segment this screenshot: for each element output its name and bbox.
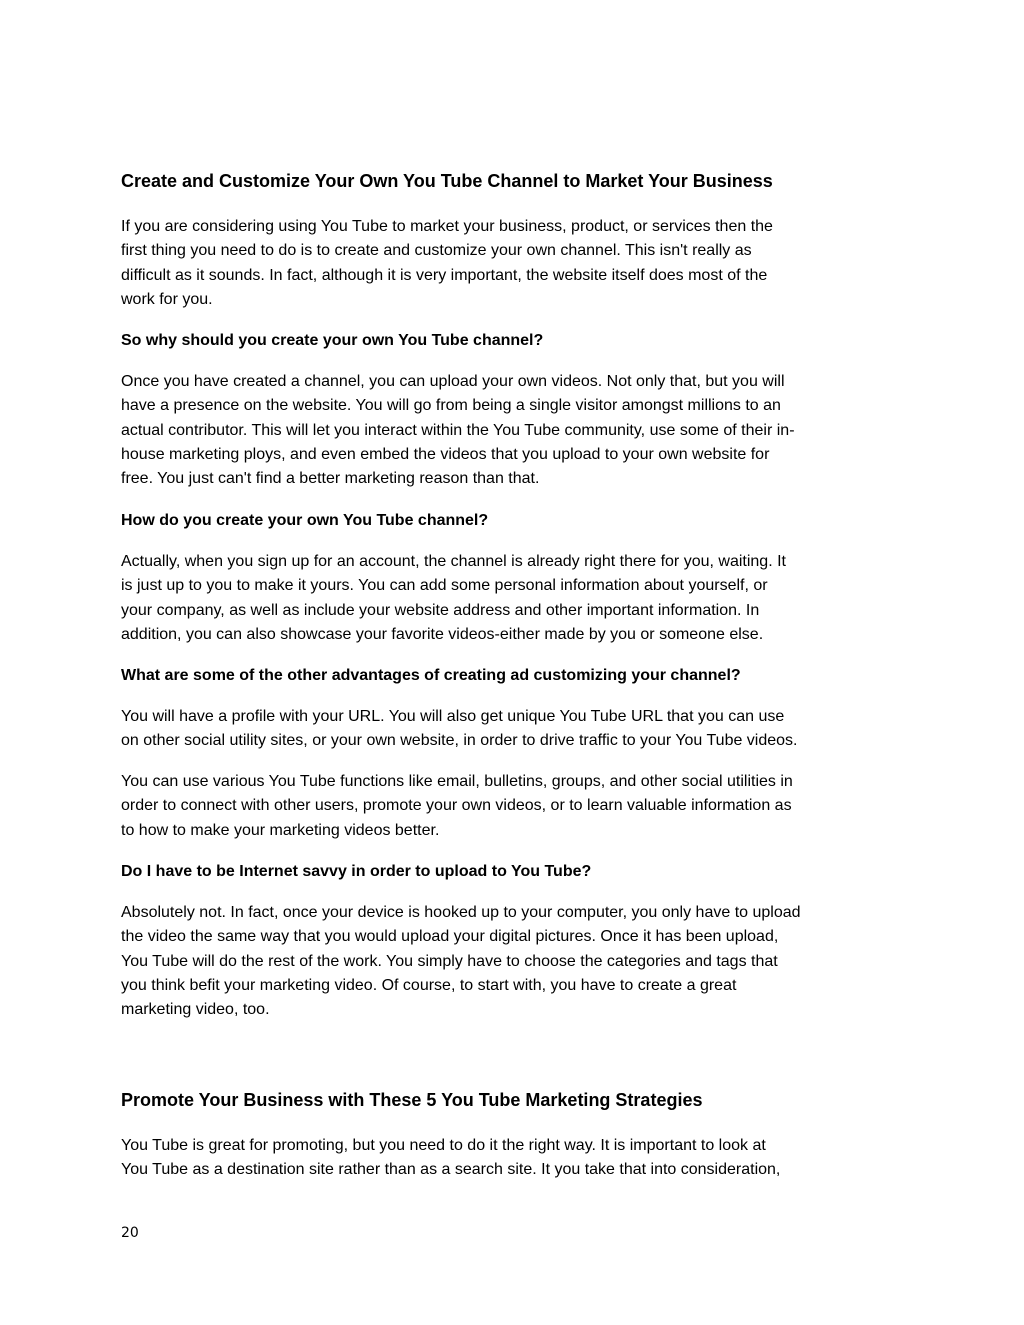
text-line: You will have a profile with your URL. You will also get unique You Tube URL that you can use	[121, 708, 785, 725]
paragraph-intro	[121, 215, 921, 312]
question-heading-internet-savvy: Do I have to be Internet savvy in order to upload to You Tube?	[121, 863, 592, 880]
text-line: If you are considering using You Tube to market your business, product, or services then the	[121, 218, 773, 235]
text-line: is just up to you to make it yours. You can add some personal information about yourself, or	[121, 577, 768, 595]
paragraph-answer-advantages-functions	[121, 770, 921, 843]
question-heading-why-create: So why should you create your own You Tube channel?	[121, 332, 544, 349]
text-line: You can use various You Tube functions like email, bulletins, groups, and other social utilities in	[121, 773, 793, 790]
paragraph-answer-why-create	[121, 370, 921, 491]
text-line: addition, you can also showcase your favorite videos-either made by you or someone else.	[121, 625, 764, 643]
text-line: order to connect with other users, promote your own videos, or to learn valuable information as	[121, 797, 792, 815]
text-line: free. You just can't find a better marketing reason than that.	[121, 470, 540, 488]
page-number: 20	[121, 1225, 139, 1241]
text-line: have a presence on the website. You will go from being a single visitor amongst millions to an	[121, 397, 781, 415]
text-line: on other social utility sites, or your own website, in order to drive traffic to your You Tube videos.	[121, 732, 798, 750]
text-line: house marketing ploys, and even embed the videos that you upload to your own website for	[121, 445, 770, 463]
section-heading-promote-business: Promote Your Business with These 5 You Tube Marketing Strategies	[121, 1090, 703, 1110]
text-line: your company, as well as include your website address and other important information. In	[121, 601, 760, 619]
text-line: first thing you need to do is to create and customize your own channel. This isn't really as	[121, 242, 752, 260]
section-heading-create-channel: Create and Customize Your Own You Tube Channel to Market Your Business	[121, 171, 773, 191]
text-line: the video the same way that you would upload your digital pictures. Once it has been upload,	[121, 928, 779, 946]
text-line: difficult as it sounds. In fact, although it is very important, the website itself does most of the	[121, 266, 768, 284]
text-line: to how to make your marketing videos better.	[121, 821, 440, 839]
question-heading-how-create: How do you create your own You Tube channel?	[121, 512, 489, 529]
paragraph-answer-how-create	[121, 550, 921, 647]
text-line: work for you.	[121, 290, 213, 308]
paragraph-promote-intro	[121, 1134, 921, 1183]
paragraph-answer-internet-savvy	[121, 901, 921, 1022]
text-line: You Tube is great for promoting, but you need to do it the right way. It is important to look at	[121, 1137, 766, 1154]
text-line: You Tube as a destination site rather than as a search site. It you take that into consideration,	[121, 1161, 781, 1179]
text-line: Actually, when you sign up for an account, the channel is already right there for you, waiting. It	[121, 553, 786, 570]
text-line: you think befit your marketing video. Of course, to start with, you have to create a great	[121, 976, 737, 994]
text-line: marketing video, too.	[121, 1001, 270, 1019]
question-heading-advantages: What are some of the other advantages of creating ad customizing your channel?	[121, 667, 741, 684]
text-line: actual contributor. This will let you interact within the You Tube community, use some of their in-	[121, 421, 795, 439]
text-line: Absolutely not. In fact, once your device is hooked up to your computer, you only have to upload	[121, 904, 801, 921]
text-line: Once you have created a channel, you can upload your own videos. Not only that, but you will	[121, 373, 785, 390]
text-line: You Tube will do the rest of the work. You simply have to choose the categories and tags that	[121, 952, 778, 970]
paragraph-answer-advantages-url	[121, 705, 921, 754]
